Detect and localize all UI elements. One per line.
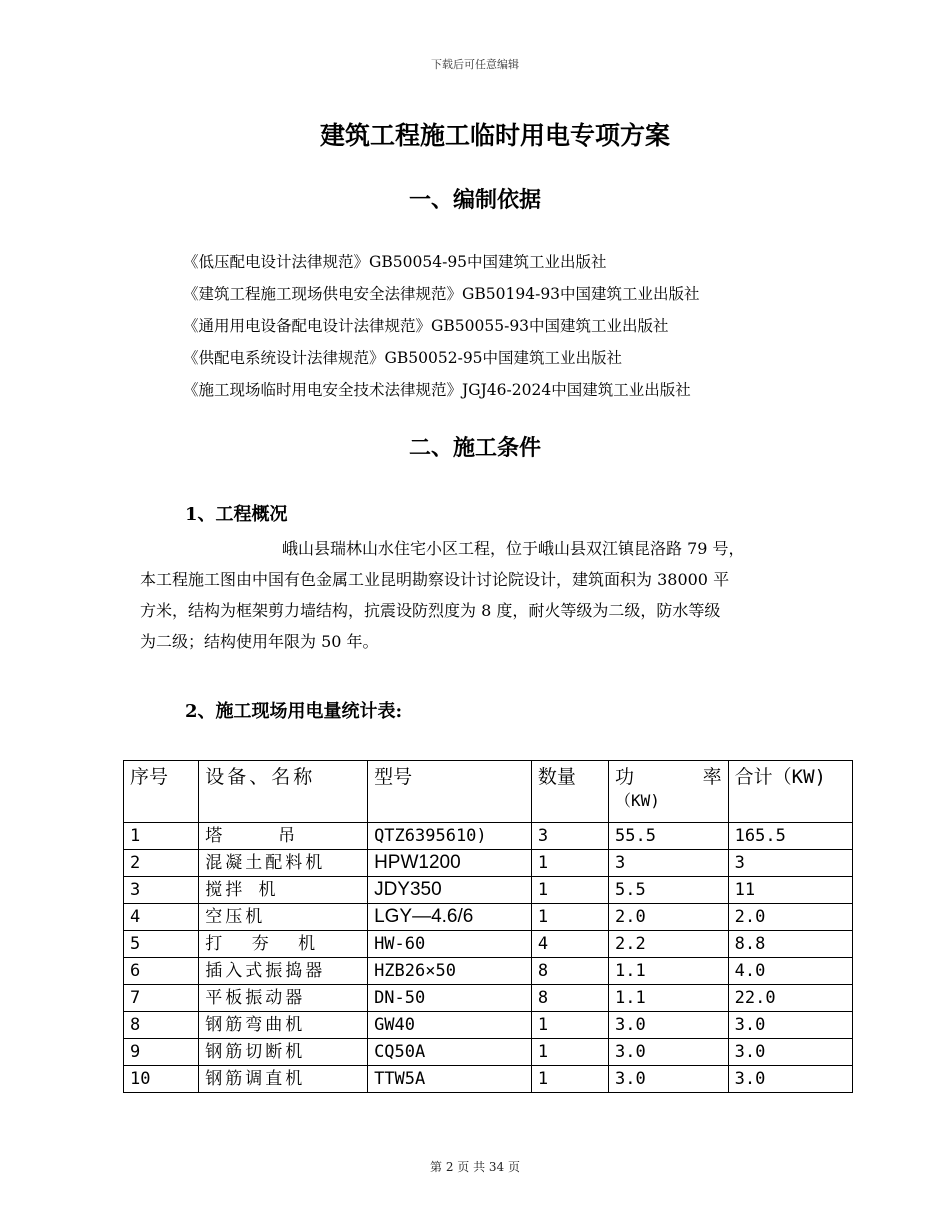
- cell-equipment: 钢筋调直机: [199, 1066, 368, 1093]
- cell-quantity: 1: [531, 877, 608, 904]
- cell-quantity: 8: [531, 985, 608, 1012]
- power-header-label: 功 率: [614, 766, 722, 788]
- cell-quantity: 1: [531, 850, 608, 877]
- cell-index: 6: [124, 958, 199, 985]
- cell-power: 2.2: [608, 931, 728, 958]
- reference-item: 《施工现场临时用电安全技术法律规范》JGJ46-2024中国建筑工业出版社: [183, 381, 691, 399]
- column-header-power: [608, 761, 728, 823]
- power-header-unit: （KW): [614, 791, 660, 810]
- cell-total: 11: [728, 877, 852, 904]
- column-header-quantity: 数量: [531, 761, 608, 823]
- document-title: 建筑工程施工临时用电专项方案: [319, 121, 670, 150]
- cell-model: JDY350: [368, 877, 532, 904]
- table-row: [124, 1066, 853, 1093]
- table-row: [124, 904, 853, 931]
- cell-power: 2.0: [608, 904, 728, 931]
- table-row: [124, 958, 853, 985]
- cell-equipment: 搅拌 机: [199, 877, 368, 904]
- cell-model: HW-60: [368, 931, 532, 958]
- cell-equipment: 插入式振捣器: [199, 958, 368, 985]
- table-row: [124, 850, 853, 877]
- cell-model: TTW5A: [368, 1066, 532, 1093]
- table-row: [124, 931, 853, 958]
- cell-total: 4.0: [728, 958, 852, 985]
- table-header-row: [124, 761, 853, 823]
- cell-model: LGY—4.6/6: [368, 904, 532, 931]
- cell-equipment: 平板振动器: [199, 985, 368, 1012]
- cell-model: HPW1200: [368, 850, 532, 877]
- section-heading-conditions: 二、施工条件: [408, 435, 541, 461]
- table-row: [124, 1012, 853, 1039]
- cell-quantity: 1: [531, 1012, 608, 1039]
- cell-power: 1.1: [608, 958, 728, 985]
- paragraph-line: 峨山县瑞林山水住宅小区工程，位于峨山县双江镇昆洛路 79 号，: [282, 539, 745, 558]
- cell-index: 9: [124, 1039, 199, 1066]
- cell-total: 3.0: [728, 1012, 852, 1039]
- cell-total: 165.5: [728, 823, 852, 850]
- cell-quantity: 1: [531, 904, 608, 931]
- cell-model: DN-50: [368, 985, 532, 1012]
- cell-power: 3: [608, 850, 728, 877]
- reference-item: 《建筑工程施工现场供电安全法律规范》GB50194-93中国建筑工业出版社: [183, 285, 700, 303]
- column-header-model: 型号: [368, 761, 532, 823]
- cell-equipment: 钢筋弯曲机: [199, 1012, 368, 1039]
- cell-total: 22.0: [728, 985, 852, 1012]
- page-footer: 第 2 页 共 34 页: [430, 1160, 520, 1174]
- cell-index: 2: [124, 850, 199, 877]
- cell-index: 8: [124, 1012, 199, 1039]
- project-overview-paragraph: [140, 533, 820, 657]
- cell-quantity: 3: [531, 823, 608, 850]
- cell-equipment: 混凝土配料机: [199, 850, 368, 877]
- column-header-total: 合计（KW): [728, 761, 852, 823]
- table-row: [124, 877, 853, 904]
- cell-total: 3: [728, 850, 852, 877]
- cell-total: 8.8: [728, 931, 852, 958]
- cell-total: 3.0: [728, 1039, 852, 1066]
- reference-item: 《通用用电设备配电设计法律规范》GB50055-93中国建筑工业出版社: [183, 317, 669, 335]
- cell-total: 2.0: [728, 904, 852, 931]
- reference-item: 《低压配电设计法律规范》GB50054-95中国建筑工业出版社: [183, 253, 607, 271]
- cell-index: 1: [124, 823, 199, 850]
- cell-quantity: 8: [531, 958, 608, 985]
- section-heading-basis: 一、编制依据: [408, 187, 541, 213]
- subsection-heading-overview: 1、工程概况: [185, 504, 288, 525]
- cell-quantity: 4: [531, 931, 608, 958]
- cell-model: CQ50A: [368, 1039, 532, 1066]
- subsection-heading-power-table: 2、施工现场用电量统计表:: [185, 701, 403, 722]
- paragraph-line: 为二级；结构使用年限为 50 年。: [140, 632, 379, 651]
- cell-index: 7: [124, 985, 199, 1012]
- paragraph-line: 本工程施工图由中国有色金属工业昆明勘察设计讨论院设计，建筑面积为 38000 平: [140, 570, 730, 589]
- cell-power: 3.0: [608, 1012, 728, 1039]
- column-header-equipment: 设备、名称: [199, 761, 368, 823]
- cell-index: 5: [124, 931, 199, 958]
- reference-item: 《供配电系统设计法律规范》GB50052-95中国建筑工业出版社: [183, 349, 623, 367]
- cell-index: 4: [124, 904, 199, 931]
- cell-equipment: 钢筋切断机: [199, 1039, 368, 1066]
- cell-equipment: 空压机: [199, 904, 368, 931]
- power-usage-table: [123, 760, 853, 1093]
- cell-equipment: 打 夯 机: [199, 931, 368, 958]
- cell-quantity: 1: [531, 1066, 608, 1093]
- cell-index: 10: [124, 1066, 199, 1093]
- cell-quantity: 1: [531, 1039, 608, 1066]
- cell-equipment: 塔 吊: [199, 823, 368, 850]
- cell-power: 3.0: [608, 1039, 728, 1066]
- cell-index: 3: [124, 877, 199, 904]
- cell-power: 5.5: [608, 877, 728, 904]
- cell-total: 3.0: [728, 1066, 852, 1093]
- table-row: [124, 1039, 853, 1066]
- column-header-index: 序号: [124, 761, 199, 823]
- cell-power: 3.0: [608, 1066, 728, 1093]
- cell-model: GW40: [368, 1012, 532, 1039]
- paragraph-line: 方米，结构为框架剪力墙结构，抗震设防烈度为 8 度，耐火等级为二级，防水等级: [140, 601, 721, 620]
- cell-power: 55.5: [608, 823, 728, 850]
- cell-model: QTZ6395610): [368, 823, 532, 850]
- cell-power: 1.1: [608, 985, 728, 1012]
- table-row: [124, 985, 853, 1012]
- table-row: [124, 823, 853, 850]
- page-header: 下载后可任意编辑: [431, 58, 519, 71]
- cell-model: HZB26×50: [368, 958, 532, 985]
